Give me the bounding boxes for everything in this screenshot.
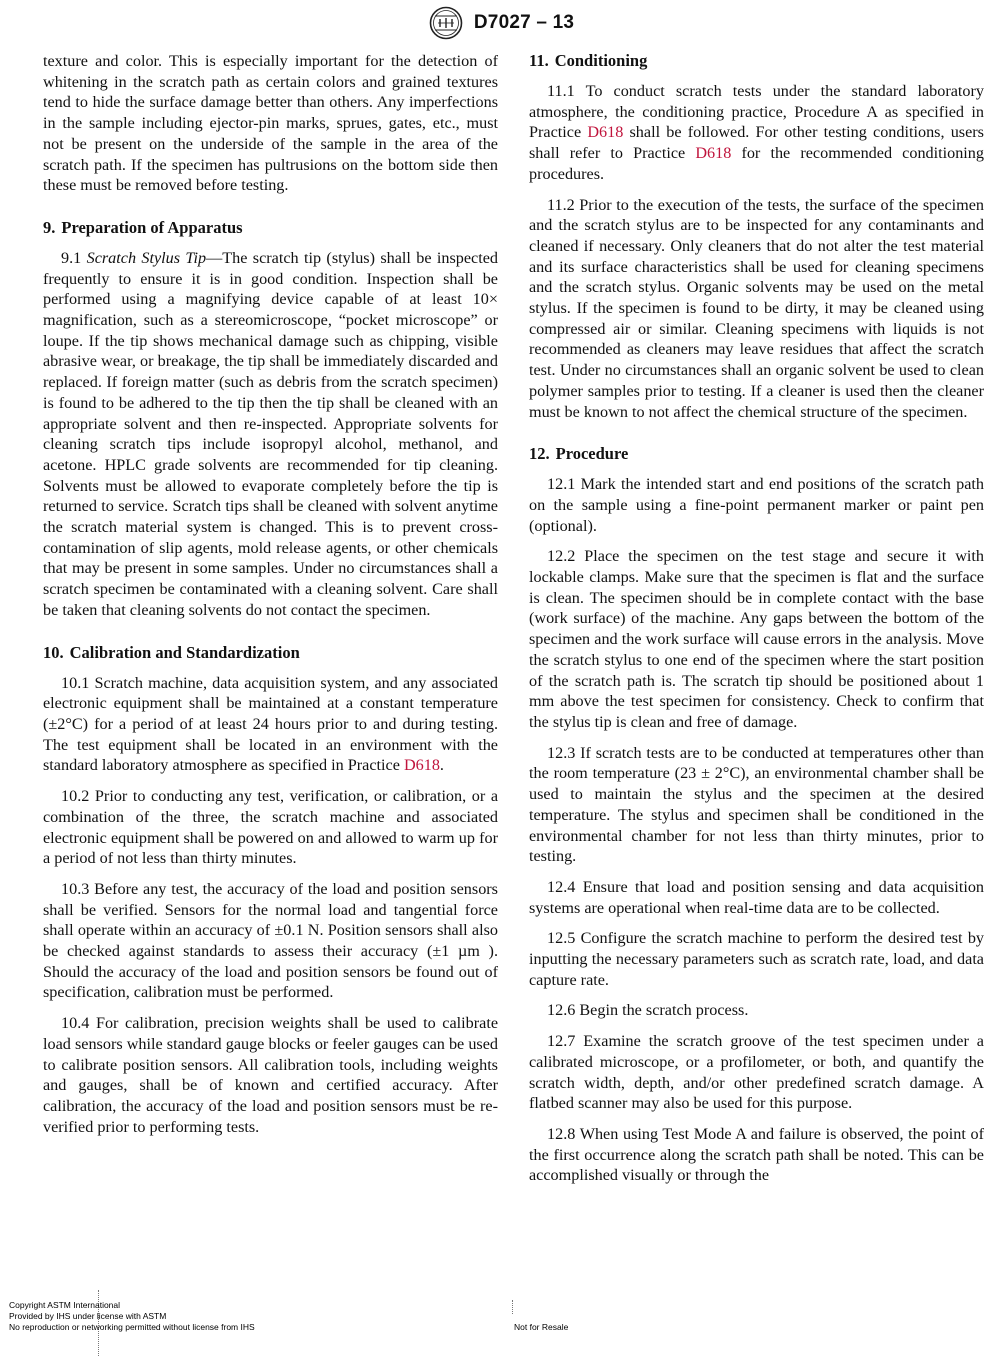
- paragraph-11-2: 11.2 Prior to the execution of the tests, the surface of the specimen and the scratch stylus are to be inspected for any contaminants and cleaned if necessary. Only cleaners that do not alter the test material and its surface characteristics shall be used for cleaning specimens and the scratch stylus. Organic solvents may be used on the metal stylus. If the specimen is found to be dirty, it may be cleaned using compressed air or similar. Cleaning specimens with liquids is not recommended as cleaners may leave residues that affect the scratch test. Under no circumstances shall an organic solvent be used to clean polymer samples prior to testing. If a cleaner is used then the cleaner must be known to not affect the chemical structure of the specimen.: [529, 195, 985, 421]
- paragraph-continued: texture and color. This is especially important for the detection of whitening in the scratch path as certain colors and grained textures tend to hide the surface damage better than others. Any imperfections in the sample including ejector-pin marks, sprues, gates, etc., must not be present on the underside of the sample in the area of the scratch path. If the specimen has pultrusions on the bottom side then these must be removed before testing.: [43, 52, 498, 195]
- right-column: [529, 51, 984, 1196]
- paragraph-12-1: 12.1 Mark the intended start and end positions of the scratch path on the sample using a fine-point permanent marker or paint pen (optional).: [529, 475, 985, 535]
- scan-artifact-divider: [512, 1300, 516, 1314]
- term-scratch-stylus-tip: Scratch Stylus Tip: [86, 248, 207, 267]
- astm-logo-icon: [426, 6, 466, 40]
- section-heading-11: 11. Conditioning: [529, 51, 648, 70]
- paragraph-11-1: 11.1 To conduct scratch tests under the standard laboratory atmosphere, the conditioning practice, Procedure A as specified in Practice D618 shall be followed. For other testing conditions, users shall refer to Practice D618 for the recommended conditioning procedures.: [529, 82, 984, 183]
- reference-link-d618[interactable]: D618: [403, 756, 440, 775]
- paragraph-12-3: 12.3 If scratch tests are to be conducted at temperatures other than the room temperature (23 ± 2°C), an environmental chamber shall be used to maintain the stylus and the specimen at the desired temperature. The stylus and specimen shall be conditioned in the environmental chamber for not less than thirty minutes, prior to testing.: [529, 743, 985, 866]
- document-designation: D7027 – 13: [473, 12, 575, 33]
- left-column: [43, 51, 498, 1147]
- paragraph-12-4: 12.4 Ensure that load and position sensing and data acquisition systems are operational when real-time data are to be collected.: [529, 877, 985, 917]
- footer-line-license: No reproduction or networking permitted without license from IHS: [9, 1322, 255, 1333]
- page-header: [0, 4, 1000, 42]
- paragraph-10-2: 10.2 Prior to conducting any test, verification, or calibration, or a combination of the three, the scratch machine and associated electronic equipment shall be powered on and allowed to warm up for a period of not less than thirty minutes.: [43, 787, 498, 868]
- section-heading-10: 10. Calibration and Standardization: [43, 642, 300, 662]
- reference-link-d618[interactable]: D618: [695, 144, 732, 163]
- paragraph-12-5: 12.5 Configure the scratch machine to perform the desired test by inputting the necessary parameters such as scratch rate, load, and data capture rate.: [529, 929, 985, 989]
- resale-footer: Not for Resale: [514, 1322, 569, 1332]
- paragraph-9-1: 9.1 Scratch Stylus Tip—The scratch tip (stylus) shall be inspected frequently to ensure it is in good condition. Inspection shall be performed using a magnifying device capable of at least 10× magnification, such as a stereomicroscope, “pocket microscope” or loupe. If the tip shows mechanical damage such as chipping, visible abrasive wear, or breakage, the tip shall be immediately discarded and replaced. If foreign matter (such as debris from the scratch specimen) is found to be adhered to the tip then the tip shall be cleaned with an appropriate solvent and then re-inspected. Appropriate solvents for cleaning scratch tips include isopropyl alcohol, methanol, and acetone. HPLC grade solvents are recommended for tip cleaning. Solvents must be allowed to evaporate completely before the tip is returned to service. Scratch tips shall be cleaned with solvent anytime the scratch material system is changed. This is to prevent cross-contamination of slip agents, mold release agents, or other chemicals that may be present in some samples. Under no circumstances shall a scratch specimen be contaminated with a cleaning solvent. Care shall be taken that cleaning solvents do not contact the specimen.: [43, 248, 499, 619]
- paragraph-10-3: 10.3 Before any test, the accuracy of the load and position sensors shall be verified. Sensors for the normal load and tangential force shall operate within an accuracy of ±0.1 N. Position sensors shall also be checked against standards to assess their accuracy (±1 µm ). Should the accuracy of the load and position sensors be found out of specification, calibration must be performed.: [43, 879, 498, 1002]
- paragraph-10-1: 10.1 Scratch machine, data acquisition system, and any associated electronic equipment shall be maintained at a constant temperature (±2°C) for a period of at least 24 hours prior to and during testing. The test equipment shall be located in an environment with the standard laboratory atmosphere as specified in Practice D618.: [43, 673, 498, 775]
- footer-line-copyright: Copyright ASTM International: [9, 1300, 121, 1310]
- section-heading-12: 12. Procedure: [529, 444, 629, 464]
- section-heading-9: 9. Preparation of Apparatus: [43, 217, 243, 237]
- paragraph-12-7: 12.7 Examine the scratch groove of the test specimen under a calibrated microscope, or a profilometer, or both, and quantify the scratch width, depth, and/or other predefined scratch damage. A flatbed scanner may also be used for this purpose.: [529, 1032, 984, 1113]
- footer-line-provided: Provided by IHS under license with ASTM: [9, 1311, 167, 1322]
- reference-link-d618[interactable]: D618: [587, 123, 624, 142]
- paragraph-12-2: 12.2 Place the specimen on the test stage and secure it with lockable clamps. Make sure that the specimen is flat and the surface is clean. The specimen should be in complete contact with the base (work surface) of the machine. Any gaps between the bottom of the specimen and the work surface will cause errors in the analysis. Move the scratch stylus to one end of the specimen where the start position of the scratch path is. The scratch tip should be positioned about 1 mm above the test specimen for consistency. Check to confirm that the stylus tip is clean and free of damage.: [529, 547, 985, 731]
- copyright-footer: [9, 1300, 255, 1334]
- paragraph-12-8: 12.8 When using Test Mode A and failure is observed, the point of the first occurrence along the scratch path shall be noted. This can be accomplished visually or through the: [529, 1124, 984, 1185]
- paragraph-10-4: 10.4 For calibration, precision weights shall be used to calibrate load sensors while standard gauge blocks or feeler gauges can be used to calibrate position sensors. All calibration tools, including weights and gauges, shall be of known and certified accuracy. After calibration, the accuracy of the load and position sensors must be re-verified prior to performing tests.: [43, 1014, 499, 1136]
- paragraph-12-6: 12.6 Begin the scratch process.: [547, 1001, 749, 1020]
